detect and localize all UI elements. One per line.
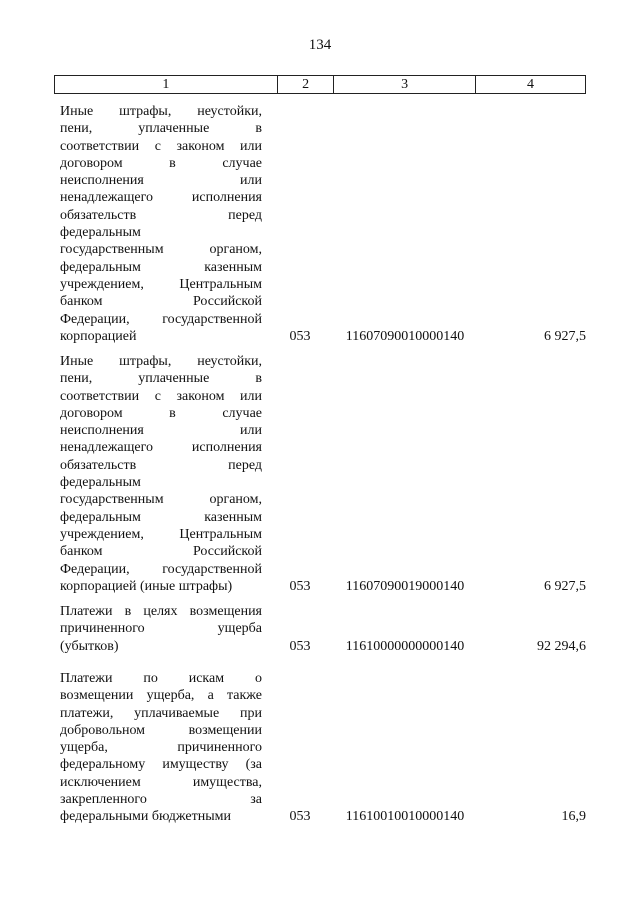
row-amount: 92 294,6 [537,638,586,654]
description-line: закрепленного за [60,792,262,808]
description-line: Иные штрафы, неустойки, [60,104,262,119]
row-description [60,353,262,595]
description-line: банком Российской [60,544,262,560]
description-line: возмещении ущерба, а также [60,688,262,704]
row-description [60,103,262,345]
row-kbk: 11610000000000140 [345,638,465,654]
description-line: соответствии с законом или [60,388,262,404]
table-header [54,75,586,94]
description-line: учреждением, Центральным [60,276,262,292]
description-line: федеральным [60,475,141,491]
description-line: федеральному имуществу (за [60,757,262,773]
row-amount: 6 927,5 [544,328,586,344]
description-line: федеральным казенным [60,259,262,275]
description-line: договором в случае [60,405,262,421]
description-line: государственным органом, [60,492,262,508]
description-line: добровольном возмещении [60,722,262,738]
description-line: обязательств перед [60,207,262,223]
row-description [60,670,262,826]
header-col-4: 4 [476,76,586,94]
description-line: соответствии с законом или [60,138,262,154]
header-col-3: 3 [334,76,476,94]
page-number: 134 [308,37,332,53]
description-line: обязательств перед [60,457,262,473]
description-line: (убытков) [60,638,119,654]
header-col-1: 1 [55,76,278,94]
row-code: 053 [289,578,311,594]
row-kbk: 11610010010000140 [345,809,465,825]
row-kbk: 11607090010000140 [345,328,465,344]
description-line: федеральными бюджетными [60,809,231,825]
row-kbk: 11607090019000140 [345,578,465,594]
description-line: Федерации, государственной [60,561,262,577]
description-line: договором в случае [60,155,262,171]
description-line: Федерации, государственной [60,311,262,327]
description-line: исключением имущества, [60,774,262,790]
description-line: неисполнения или [60,173,262,189]
row-code: 053 [289,328,311,344]
row-code: 053 [289,638,311,654]
row-description [60,603,262,655]
description-line: причиненного ущерба [60,621,262,637]
description-line: ненадлежащего исполнения [60,440,262,456]
row-amount: 16,9 [561,809,586,825]
description-line: банком Российской [60,294,262,310]
description-line: учреждением, Центральным [60,526,262,542]
description-line: Платежи по искам о [60,671,262,686]
description-line: корпорацией (иные штрафы) [60,578,233,594]
row-code: 053 [289,809,311,825]
description-line: корпорацией [60,328,137,344]
row-amount: 6 927,5 [544,578,586,594]
description-line: Платежи в целях возмещения [60,604,262,619]
description-line: пени, уплаченные в [60,121,262,137]
description-line: федеральным казенным [60,509,262,525]
description-line: государственным органом, [60,242,262,258]
description-line: пени, уплаченные в [60,371,262,387]
description-line: Иные штрафы, неустойки, [60,354,262,369]
header-col-2: 2 [277,76,334,94]
description-line: ущерба, причиненного [60,740,262,756]
description-line: неисполнения или [60,423,262,439]
description-line: федеральным [60,225,141,241]
description-line: ненадлежащего исполнения [60,190,262,206]
description-line: платежи, уплачиваемые при [60,705,262,721]
